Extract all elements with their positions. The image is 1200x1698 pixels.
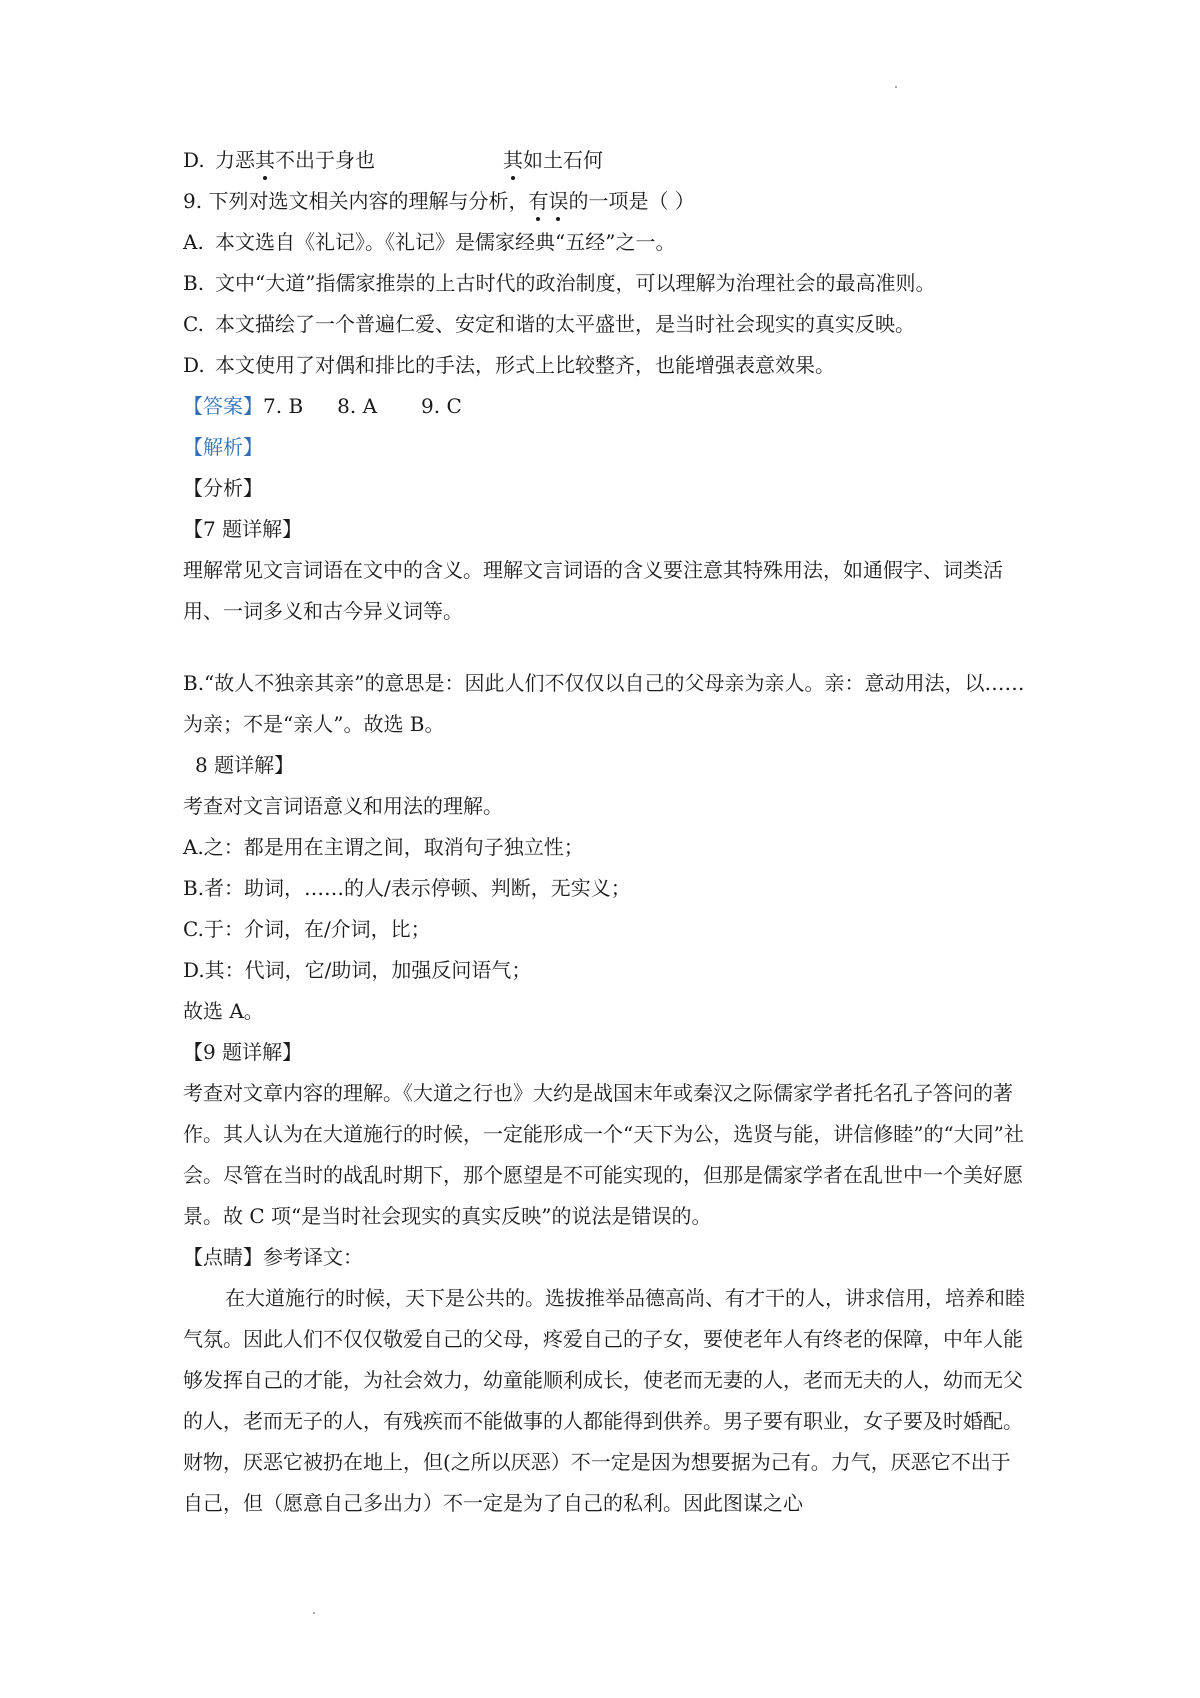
- emphasis-char: 误: [548, 181, 568, 222]
- option-label: C.: [183, 312, 204, 336]
- emphasis-char: 其: [255, 140, 275, 181]
- d8-item-b: B.者：助词，……的人/表示停顿、判断，无实义；: [183, 876, 631, 900]
- q9-stem-post: 的一项是（ ）: [568, 189, 695, 213]
- d8-intro: 考查对文言词语意义和用法的理解。: [183, 794, 503, 818]
- answer-line: [183, 386, 1028, 427]
- answer-9: 9. C: [421, 394, 462, 418]
- dianjing-title: 【点睛】参考译文：: [183, 1245, 363, 1269]
- option-label: A.: [183, 230, 204, 254]
- option-text: 本文使用了对偶和排比的手法，形式上比较整齐，也能增强表意效果。: [215, 353, 835, 377]
- d7-paragraph-2: B.“故人不独亲其亲”的意思是：因此人们不仅仅以自己的父母亲为亲人。亲：意动用法，以……为亲；不是“亲人”。故选 B。: [183, 671, 1025, 736]
- d8-item-a: A.之：都是用在主谓之间，取消句子独立性；: [183, 835, 584, 859]
- d7-paragraph-1: 理解常见文言词语在文中的含义。理解文言词语的含义要注意其特殊用法，如通假字、词类活用、一词多义和古今异义词等。: [183, 558, 1003, 623]
- fenxi-heading: 【分析】: [183, 476, 263, 500]
- q9-option-c: [183, 304, 1028, 345]
- q9-stem-pre: 9. 下列对选文相关内容的理解与分析，: [183, 189, 529, 213]
- d8-item-c: C.于：介词，在/介词，比；: [183, 917, 431, 941]
- option-text: 本文描绘了一个普遍仁爱、安定和谐的太平盛世，是当时社会现实的真实反映。: [215, 312, 915, 336]
- d9-paragraph: 考查对文章内容的理解。《大道之行也》大约是战国末年或秦汉之际儒家学者托名孔子答问的著作。其人认为在大道施行的时候，一定能形成一个“天下为公，选贤与能，讲信修睦”的“大同”社会。尽管在当时的战乱时期下，那个愿望是不可能实现的，但那是儒家学者在乱世中一个美好愿景。故 C 项“是当时社会现实的真实反映”的说法是错误的。: [183, 1081, 1024, 1228]
- q9-stem: [183, 181, 1028, 222]
- scan-speck: [895, 86, 897, 88]
- option-text: 文中“大道”指儒家推崇的上古时代的政治制度，可以理解为治理社会的最高准则。: [215, 271, 936, 295]
- option-label: D.: [183, 353, 205, 377]
- option-label: D.: [183, 148, 205, 172]
- jiexi-heading: 【解析】: [183, 435, 263, 459]
- q8-option-d: [183, 140, 1028, 181]
- q9-option-b: [183, 263, 1028, 304]
- translation-paragraph: 在大道施行的时候，天下是公共的。选拔推举品德高尚、有才干的人，讲求信用，培养和睦气氛。因此人们不仅仅敬爱自己的父母，疼爱自己的子女，要使老年人有终老的保障，中年人能够发挥自己的才能，为社会效力，幼童能顺利成长，使老而无妻的人，老而无夫的人，幼而无父的人，老而无子的人，有残疾而不能做事的人都能得到供养。男子要有职业，女子要及时婚配。财物，厌恶它被扔在地上，但(之所以厌恶）不一定是因为想要据为己有。力气，厌恶它不出于自己，但（愿意自己多出力）不一定是为了自己的私利。因此图谋之心: [183, 1286, 1025, 1515]
- q8d-part1-pre: 力恶: [215, 148, 255, 172]
- document-body: [183, 140, 1028, 1524]
- q9-option-a: [183, 222, 1028, 263]
- d8-title: 8 题详解】: [195, 753, 295, 777]
- d8-conclusion: 故选 A。: [183, 999, 264, 1023]
- option-label: B.: [183, 271, 205, 295]
- q9-option-d: [183, 345, 1028, 386]
- answer-7: 7. B: [263, 394, 304, 418]
- emphasis-char: 其: [503, 140, 523, 181]
- answer-tag: 【答案】: [183, 394, 263, 418]
- q8d-part1-post: 不出于身也: [275, 148, 375, 172]
- d8-item-d: D.其：代词，它/助词，加强反问语气；: [183, 958, 532, 982]
- d7-title: 【7 题详解】: [183, 517, 303, 541]
- d9-title: 【9 题详解】: [183, 1040, 303, 1064]
- q8d-part2-post: 如土石何: [523, 148, 603, 172]
- option-text: 本文选自《礼记》。《礼记》是儒家经典“五经”之一。: [215, 230, 676, 254]
- scan-speck: [313, 1612, 315, 1614]
- answer-8: 8. A: [337, 394, 378, 418]
- emphasis-char: 有: [528, 181, 548, 222]
